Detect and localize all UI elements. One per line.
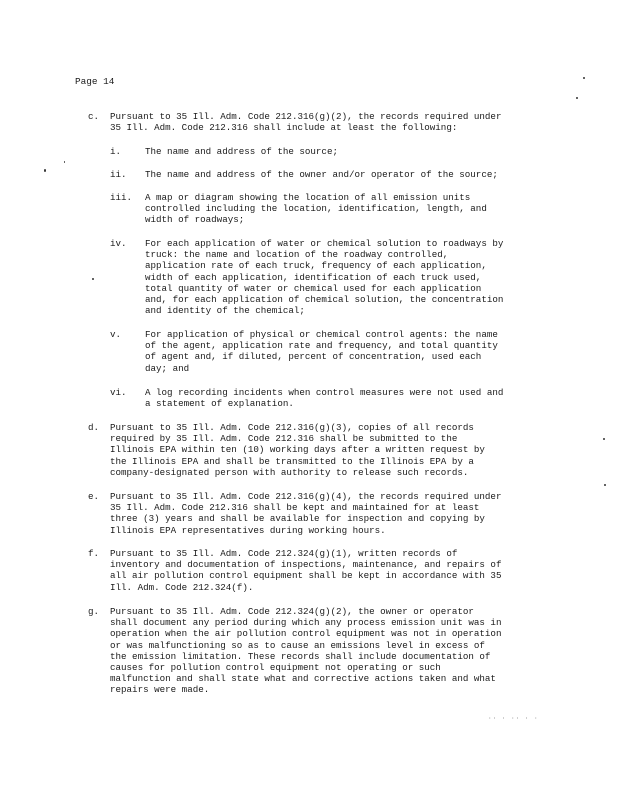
item-f bbox=[88, 548, 548, 593]
subitem-label: ii. bbox=[110, 169, 127, 180]
subitem-text: The name and address of the source; bbox=[145, 146, 338, 157]
item-label: f. bbox=[88, 548, 100, 559]
subitem-label: iii. bbox=[110, 192, 133, 203]
scan-footer-mark: ·· · ·· · · bbox=[488, 715, 539, 722]
scan-speck bbox=[44, 169, 46, 172]
scan-speck bbox=[92, 278, 94, 280]
item-g bbox=[88, 606, 548, 696]
item-label: e. bbox=[88, 491, 100, 502]
subitem-iii bbox=[110, 192, 550, 226]
item-text: Pursuant to 35 Ill. Adm. Code 212.324(g)(2), the owner or operator shall document any period during which any process emission unit was in operation when the air pollution control equipment was not in operation or was malfunctioning so as to cause an emissions level in excess of the emission limitation. These records shall include documentation of causes for pollution control equipment not operating or such malfunction and shall state what and corrective actions taken and what repairs were made. bbox=[110, 606, 502, 696]
subitem-text: A log recording incidents when control measures were not used and a statement of explanation. bbox=[145, 387, 504, 410]
subitem-text: The name and address of the owner and/or operator of the source; bbox=[145, 169, 498, 180]
item-label: d. bbox=[88, 422, 100, 433]
item-e bbox=[88, 491, 548, 536]
item-text: Pursuant to 35 Ill. Adm. Code 212.316(g)(4), the records required under 35 Ill. Adm. Code 212.316 shall be kept and maintained for at least three (3) years and shall be available for inspection and copying by Illinois EPA representatives during working hours. bbox=[110, 491, 502, 536]
subitem-i bbox=[110, 146, 550, 157]
subitem-label: v. bbox=[110, 329, 122, 340]
subitem-vi bbox=[110, 387, 550, 409]
scan-speck bbox=[604, 484, 606, 486]
item-text: Pursuant to 35 Ill. Adm. Code 212.324(g)(1), written records of inventory and documentation of inspections, maintenance, and repairs of all air pollution control equipment shall be kept in accordance with 35 Ill. Adm. Code 212.324(f). bbox=[110, 548, 502, 593]
item-label: c. bbox=[88, 111, 100, 122]
subitem-label: vi. bbox=[110, 387, 127, 398]
subitem-ii bbox=[110, 169, 550, 180]
subitem-label: i. bbox=[110, 146, 122, 157]
item-label: g. bbox=[88, 606, 100, 617]
subitem-text: For each application of water or chemical solution to roadways by truck: the name and location of the roadway controlled, application rate of each truck, frequency of each application, width of each application, identification of each truck used, total quantity of water or chemical used for each application and, for each application of chemical solution, the concentration and identity of the chemical; bbox=[145, 238, 504, 317]
item-text: Pursuant to 35 Ill. Adm. Code 212.316(g)(2), the records required under 35 Ill. Adm. Code 212.316 shall include at least the following: bbox=[110, 111, 502, 134]
scan-speck bbox=[64, 161, 65, 163]
item-d bbox=[88, 422, 548, 478]
item-c bbox=[88, 111, 548, 133]
subitem-iv bbox=[110, 238, 550, 316]
scan-speck bbox=[603, 438, 605, 440]
item-text: Pursuant to 35 Ill. Adm. Code 212.316(g)(3), copies of all records required by 35 Ill. Adm. Code 212.316 shall be submitted to the Illinois EPA within ten (10) working days after a written request by the Illinois EPA and shall be transmitted to the Illinois EPA by a company-designated person with authority to release such records. bbox=[110, 422, 485, 478]
subitem-label: iv. bbox=[110, 238, 127, 249]
subitem-v bbox=[110, 329, 550, 374]
subitem-text: For application of physical or chemical control agents: the name of the agent, application rate and frequency, and total quantity of agent and, if diluted, percent of concentration, used each day; and bbox=[145, 329, 498, 374]
subitem-text: A map or diagram showing the location of all emission units controlled including the location, identification, length, and width of roadways; bbox=[145, 192, 487, 226]
scan-speck bbox=[576, 97, 578, 99]
scan-speck bbox=[583, 77, 585, 79]
page-header: Page 14 bbox=[75, 76, 115, 87]
